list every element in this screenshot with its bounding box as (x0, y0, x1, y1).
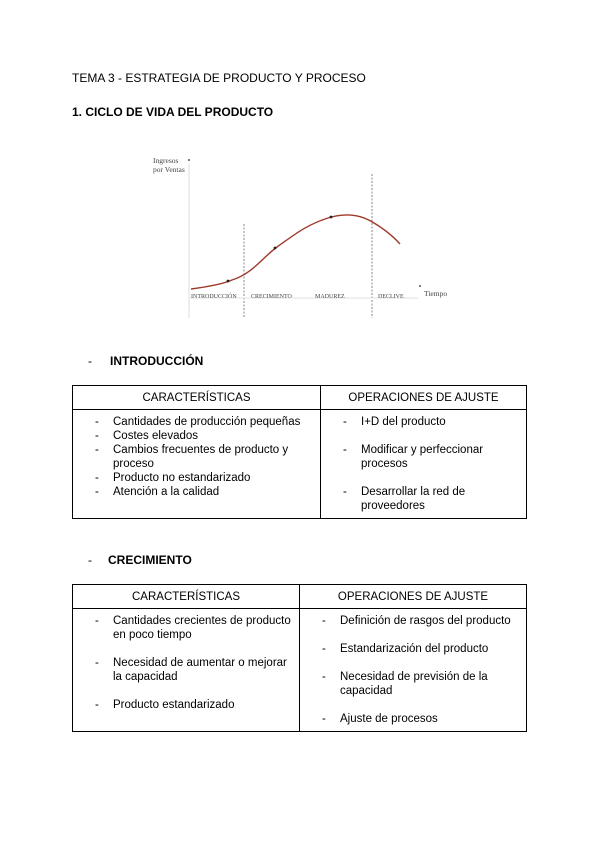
sales-curve (191, 215, 400, 289)
crecimiento-heading-text: CRECIMIENTO (108, 553, 192, 567)
introduccion-table (72, 385, 527, 519)
x-axis-label: Tiempo (424, 289, 448, 298)
introduccion-operaciones-list (327, 415, 520, 513)
list-item: - Desarrollar la red de proveedores (327, 485, 520, 513)
curve-dot-2 (274, 247, 277, 250)
y-axis-label-line2: por Ventas (153, 165, 185, 174)
list-item: - Necesidad de aumentar o mejorar la capacidad (79, 656, 293, 684)
heading-dash: - (88, 354, 92, 368)
list-item: - Ajuste de procesos (306, 712, 520, 726)
introduccion-caracteristicas-cell (73, 410, 321, 519)
list-item: - I+D del producto (327, 415, 520, 429)
crecimiento-operaciones-cell (300, 609, 527, 732)
phase-label-madurez: MADUREZ (315, 294, 345, 300)
list-item: - Costes elevados (79, 429, 314, 443)
curve-dot-3 (330, 216, 333, 219)
introduccion-col-caracteristicas: CARACTERÍSTICAS (73, 386, 321, 410)
phase-label-declive: DECLIVE (378, 294, 404, 300)
crecimiento-heading (88, 553, 192, 567)
list-item: - Modificar y perfeccionar procesos (327, 443, 520, 471)
introduccion-operaciones-cell (321, 410, 527, 519)
crecimiento-col-operaciones: OPERACIONES DE AJUSTE (300, 585, 527, 609)
crecimiento-table (72, 584, 527, 732)
page-title: TEMA 3 - ESTRATEGIA DE PRODUCTO Y PROCESO (72, 71, 366, 85)
crecimiento-col-caracteristicas: CARACTERÍSTICAS (73, 585, 300, 609)
list-item: - Atención a la calidad (79, 485, 314, 499)
list-item: - Producto estandarizado (79, 698, 293, 712)
crecimiento-caracteristicas-cell (73, 609, 300, 732)
crecimiento-caracteristicas-list (79, 614, 293, 712)
introduccion-heading-text: INTRODUCCIÓN (110, 354, 204, 368)
list-item: - Cantidades de producción pequeñas (79, 415, 314, 429)
introduccion-col-operaciones: OPERACIONES DE AJUSTE (321, 386, 527, 410)
crecimiento-operaciones-list (306, 614, 520, 726)
introduccion-caracteristicas-list (79, 415, 314, 499)
section-title: 1. CICLO DE VIDA DEL PRODUCTO (72, 105, 274, 119)
heading-dash: - (88, 553, 92, 567)
y-axis-marker (188, 159, 190, 161)
list-item: - Necesidad de previsión de la capacidad (306, 670, 520, 698)
product-life-cycle-chart (148, 150, 458, 322)
x-axis-marker (419, 285, 421, 287)
curve-dot-1 (227, 280, 230, 283)
list-item: - Cantidades crecientes de producto en poco tiempo (79, 614, 293, 642)
introduccion-heading (88, 354, 203, 368)
y-axis-label-line1: Ingresos (153, 156, 179, 165)
phase-label-crecimiento: CRECIMIENTO (251, 294, 292, 300)
list-item: - Producto no estandarizado (79, 471, 314, 485)
list-item: - Estandarización del producto (306, 642, 520, 656)
phase-label-introduccion: INTRODUCCIÓN (191, 294, 237, 300)
list-item: - Definición de rasgos del producto (306, 614, 520, 628)
list-item: - Cambios frecuentes de producto y proceso (79, 443, 314, 471)
